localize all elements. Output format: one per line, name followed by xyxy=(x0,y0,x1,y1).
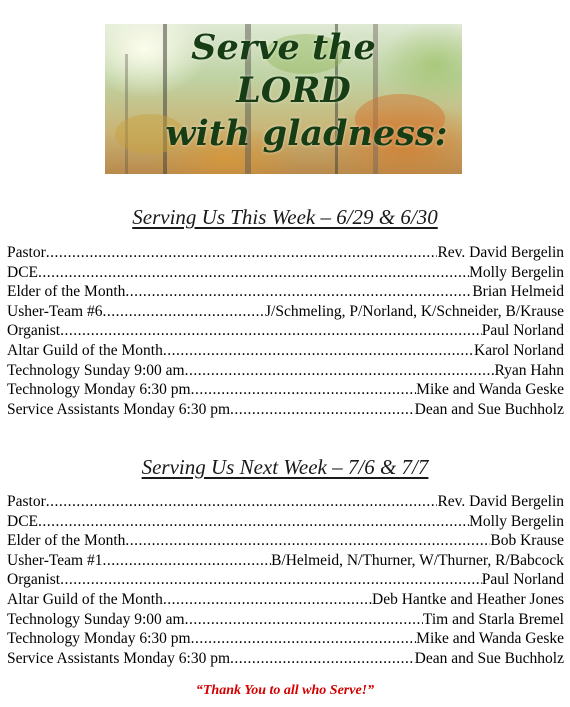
list-item xyxy=(7,381,564,401)
list-item xyxy=(7,571,564,591)
role-label: Technology Sunday 9:00 am xyxy=(7,361,185,379)
banner-text xyxy=(105,26,462,155)
role-label: DCE xyxy=(7,263,38,281)
leader-dots xyxy=(230,650,415,668)
leader-dots xyxy=(60,322,482,340)
role-label: Altar Guild of the Month xyxy=(7,341,163,359)
leader-dots xyxy=(102,552,271,570)
leader-dots xyxy=(163,342,474,360)
leader-dots xyxy=(230,401,415,419)
leader-dots xyxy=(125,532,490,550)
list-item xyxy=(7,283,564,303)
leader-dots xyxy=(46,244,438,262)
role-label: Organist xyxy=(7,322,61,340)
list-item xyxy=(7,342,564,362)
role-label: Elder of the Month xyxy=(7,532,126,550)
leader-dots xyxy=(125,283,472,301)
server-name: Mike and Wanda Geske xyxy=(416,381,564,399)
this-week-list xyxy=(7,244,564,420)
role-label: Altar Guild of the Month xyxy=(7,590,163,608)
role-label: Pastor xyxy=(7,244,46,261)
list-item xyxy=(7,244,564,264)
thank-you-footer: “Thank You to all who Serve!” xyxy=(195,683,375,698)
server-name: Deb Hantke and Heather Jones xyxy=(372,590,564,608)
leader-dots xyxy=(185,362,495,380)
server-name: Mike and Wanda Geske xyxy=(416,630,564,648)
server-name: Ryan Hahn xyxy=(494,361,564,379)
this-week-heading: Serving Us This Week – 6/29 & 6/30 xyxy=(132,205,438,229)
leader-dots xyxy=(46,493,438,511)
server-name: Karol Norland xyxy=(474,341,564,359)
role-label: Elder of the Month xyxy=(7,283,126,301)
leader-dots xyxy=(102,303,265,321)
serve-the-lord-banner xyxy=(105,24,462,174)
server-name: Paul Norland xyxy=(481,322,564,340)
role-label: Technology Monday 6:30 pm xyxy=(7,630,191,648)
server-name: Molly Bergelin xyxy=(469,263,564,281)
list-item xyxy=(7,401,564,421)
list-item xyxy=(7,303,564,323)
banner-line-2: LORD xyxy=(236,70,351,111)
role-label: Service Assistants Monday 6:30 pm xyxy=(7,400,231,418)
server-name: Rev. David Bergelin xyxy=(437,493,564,510)
role-label: Usher-Team #6 xyxy=(7,302,103,320)
list-item xyxy=(7,493,564,513)
role-label: Service Assistants Monday 6:30 pm xyxy=(7,649,231,667)
role-label: Technology Sunday 9:00 am xyxy=(7,610,185,628)
list-item xyxy=(7,513,564,533)
role-label: DCE xyxy=(7,512,38,530)
list-item xyxy=(7,611,564,631)
list-item xyxy=(7,532,564,552)
list-item xyxy=(7,322,564,342)
leader-dots xyxy=(38,513,469,531)
role-label: Pastor xyxy=(7,493,46,510)
leader-dots xyxy=(38,264,469,282)
leader-dots xyxy=(191,630,417,648)
role-label: Usher-Team #1 xyxy=(7,551,103,569)
server-name: Brian Helmeid xyxy=(472,283,564,301)
list-item xyxy=(7,591,564,611)
role-label: Technology Monday 6:30 pm xyxy=(7,381,191,399)
server-name: Molly Bergelin xyxy=(469,512,564,530)
server-name: J/Schmeling, P/Norland, K/Schneider, B/Krause xyxy=(264,302,564,320)
server-name: Tim and Starla Bremel xyxy=(422,610,564,628)
banner-line-1: Serve the xyxy=(191,27,376,68)
server-name: Dean and Sue Buchholz xyxy=(414,400,564,418)
role-label: Organist xyxy=(7,571,61,589)
leader-dots xyxy=(163,591,372,609)
server-name: B/Helmeid, N/Thurner, W/Thurner, R/Babcock xyxy=(271,551,564,569)
server-name: Rev. David Bergelin xyxy=(437,244,564,261)
server-name: Bob Krause xyxy=(490,532,564,550)
list-item xyxy=(7,552,564,572)
leader-dots xyxy=(191,381,417,399)
list-item xyxy=(7,630,564,650)
next-week-heading: Serving Us Next Week – 7/6 & 7/7 xyxy=(141,455,429,479)
list-item xyxy=(7,362,564,382)
list-item xyxy=(7,264,564,284)
next-week-list xyxy=(7,493,564,669)
server-name: Dean and Sue Buchholz xyxy=(414,649,564,667)
server-name: Paul Norland xyxy=(481,571,564,589)
banner-line-3: with gladness: xyxy=(165,113,448,154)
leader-dots xyxy=(185,611,423,629)
list-item xyxy=(7,650,564,670)
leader-dots xyxy=(60,571,482,589)
